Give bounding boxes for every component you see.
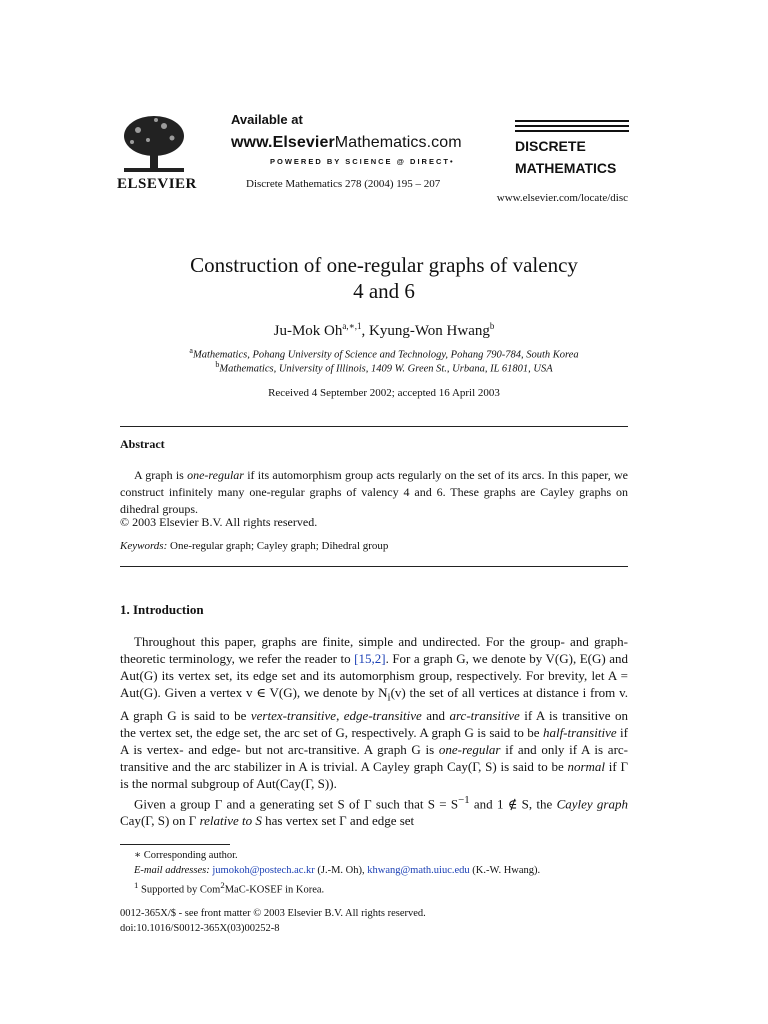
paragraph: Throughout this paper, graphs are finite, simple and undirected. For the group- and graph-theoretic terminology, we refer the reader to [15,2]. For a graph G, we denote by V(G), E(G) and Aut(G) its vertex set, its edge set and its automorphism group, respectively. For brevity, let A = Aut(G). Given a vertex v ∈ V(G), we denote by $N_i(v)$ the set of all vertices at distance i from v. A graph G is said to be vertex-transitive, edge-transitive and arc-transitive if A is transitive on the vertex set, the edge set, the arc set of G, respectively. A graph G is said to be half-transitive if A is vertex- and edge- but not arc-transitive. A graph G is one-regular if and only if A is arc-transitive and the arc stabilizer in A is trivial. A Cayley graph Cay(Γ, S) is said to be normal if Γ is the normal subgroup of Aut(Cay(Γ, S)). [120,634,628,791]
affiliation-b: $^b$Mathematics, University of Illinois, 1409 W. Green St., Urbana, IL 61801, USA [215,360,553,375]
journal-url[interactable]: www.elsevier.com/locate/disc [496,192,628,204]
footnotes [120,848,628,898]
journal-logo: DISCRETE MATHEMATICS [515,120,629,176]
citation-link[interactable]: [15,2] [354,651,386,666]
abstract-text: A graph is one-regular if its automorphism group acts regularly on the set of its arcs. In this paper, we construct infinitely many one-regular graphs of valency 4 and 6. These graphs are Cayley graphs on dihedral groups. [120,468,628,516]
powered-by-line: POWERED BY SCIENCE @ DIRECT• [270,157,455,166]
divider [120,426,628,427]
available-at-label: Available at [231,112,303,127]
footnote-divider [120,844,230,845]
author-name: Ju-Mok Oh [273,323,343,339]
site-link[interactable]: www.ElsevierMathematics.com [231,134,462,151]
article-title: Construction of one-regular graphs of valency 4 and 6 [190,253,578,303]
author-name: Kyung-Won Hwang [369,323,490,339]
front-matter [120,906,426,936]
email-link[interactable]: khwang@math.uiuc.edu [367,865,470,876]
divider [120,566,628,567]
footnote-emails: E-mail addresses: jumokoh@postech.ac.kr (J.-M. Oh), khwang@math.uiuc.edu (K.-W. Hwang). [134,865,541,876]
email-link[interactable]: jumokoh@postech.ac.kr [212,865,315,876]
paragraph: Given a group Γ and a generating set S of Γ such that $S = S^{-1}$ and 1 ∉ S, the Cayley graph Cay(Γ, S) on Γ relative to S has vertex set Γ and edge set [120,793,628,828]
footnote-support: $^1$ Supported by Com$^2$MaC-KOSEF in Korea. [134,880,325,896]
journal-citation: Discrete Mathematics 278 (2004) 195 – 207 [246,178,441,190]
doi-line[interactable]: doi:10.1016/S0012-365X(03)00252-8 [120,923,280,934]
footnote-corresponding: ∗ Corresponding author. [134,850,238,861]
abstract-copyright: © 2003 Elsevier B.V. All rights reserved. [120,515,318,529]
elsevier-tree-logo-icon [120,114,188,176]
section-heading: 1. Introduction [120,602,204,617]
abstract-heading: Abstract [120,437,165,451]
section-body [120,633,628,829]
keywords: Keywords: One-regular graph; Cayley graph; Dihedral group [120,540,389,552]
affiliation-a: $^a$Mathematics, Pohang University of Science and Technology, Pohang 790-784, South Korea [189,346,579,361]
authors: Ju-Mok $Oh^{a,∗,1}$, Kyung-Won Hwang$^b$ [273,321,495,339]
received-dates: Received 4 September 2002; accepted 16 April 2003 [268,387,500,399]
publisher-name: ELSEVIER [117,176,197,192]
issn-line: 0012-365X/$ - see front matter © 2003 Elsevier B.V. All rights reserved. [120,908,426,919]
